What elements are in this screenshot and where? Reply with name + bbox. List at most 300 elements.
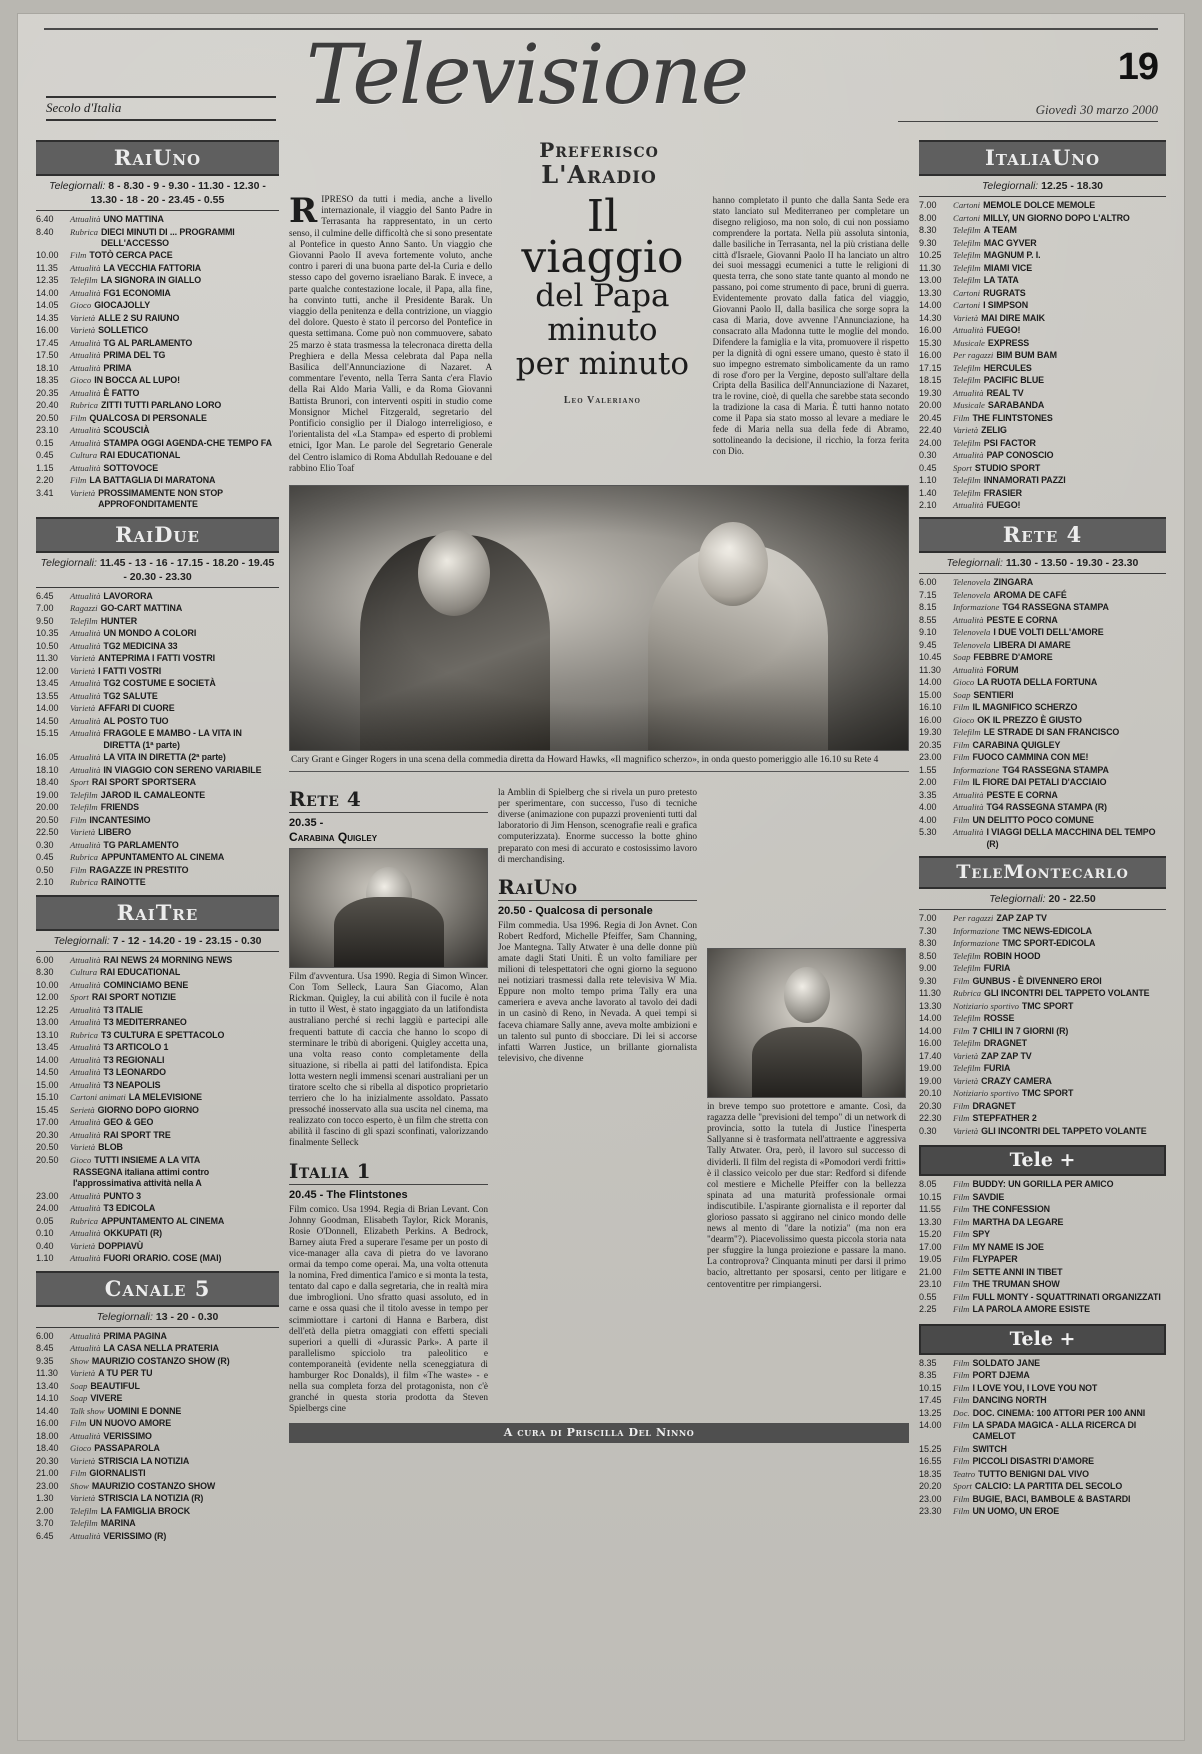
highlight-column-1: [289, 778, 488, 1415]
program-title: FRAGOLE E MAMBO - LA VITA IN DIRETTA (1ª parte): [103, 728, 242, 750]
program-time: 14.00: [36, 703, 59, 714]
program-row: [919, 1370, 1166, 1381]
program-title: LA TATA: [983, 275, 1019, 285]
program-row: [919, 1456, 1166, 1467]
program-genre: Telefilm: [70, 1505, 98, 1516]
tg-label: Telegiornali:: [53, 934, 110, 947]
program-time: 8.55: [919, 614, 937, 625]
program-title: THE TRUMAN SHOW: [972, 1279, 1060, 1290]
program-time: 11.30: [36, 1368, 58, 1379]
program-genre: Attualità: [70, 214, 101, 224]
program-row: [919, 1242, 1166, 1253]
program-row: [919, 1304, 1166, 1315]
program-time: 9.30: [919, 237, 937, 248]
program-title: LA SIGNORA IN GIALLO: [100, 275, 202, 286]
program-row: [36, 1443, 279, 1454]
program-row: [36, 852, 279, 863]
program-title: MAI DIRE MAIK: [981, 312, 1045, 323]
program-row: [36, 425, 279, 436]
program-time: 1.15: [36, 462, 54, 473]
program-genre: Film: [70, 814, 87, 825]
program-genre: Film: [953, 1506, 970, 1517]
program-title: ANTEPRIMA I FATTI VOSTRI: [98, 653, 216, 664]
program-list-teleplus-1: [919, 1176, 1166, 1315]
program-genre: Attualità: [70, 387, 101, 398]
program-genre: Attualità: [70, 1042, 101, 1053]
program-genre: Attualità: [70, 678, 101, 689]
program-list-telemontecarlo: [919, 910, 1166, 1137]
program-row: [919, 1051, 1166, 1062]
program-title: HUNTER: [100, 615, 138, 626]
highlight-body-continued: in breve tempo suo protettore e amante. Così, da ragazza delle "previsioni del tempo" di un network di provincia, sotto la tutela di Justice l'inesperta Sallyanne si è trasformata nell'attraente e aggressiva Tally Atwater. Ora, però, il lavoro sul successo di dividerli. Il film del regista di «Pomodori verdi fritti» è il classico veicolo per due star: Redford si difende col mestiere e Michelle Pfeiffer con la bellezza spinata ad una maturità professionale ormai indiscutibile. L'aspirante giornalista e il reporter dal glorioso passato si aggirano nel cinico mondo delle news al mento di "dare la notizia" (ma non era "dearm"?). Piacevolissimo questa piccola storia nata per sfuggire la lunga proiezione e passare la mano. La controprova? Cinquanta minuti per darsi il primo bacio, altrettanto per sposarsi, cento per litigare e centoventitre per rimpiangersi.: [707, 1102, 907, 1290]
program-title: PICCOLI DISASTRI D'AMORE: [972, 1456, 1094, 1467]
program-genre: Sport: [953, 462, 972, 473]
program-genre: Film: [953, 1304, 970, 1315]
program-genre: Per ragazzi: [953, 350, 994, 360]
program-genre: Telenovela: [953, 577, 991, 588]
program-time: 10.35: [36, 628, 59, 639]
program-row: [919, 263, 1166, 274]
program-time: 5.30: [919, 827, 937, 838]
program-row: [36, 1456, 279, 1467]
program-row: [36, 1167, 279, 1190]
program-time: 10.00: [36, 979, 59, 990]
program-genre: Attualità: [70, 1430, 101, 1441]
page-columns: [36, 134, 1166, 1714]
program-time: 10.00: [36, 250, 59, 261]
program-genre: Attualità: [70, 1129, 101, 1140]
program-title: GIORNO DOPO GIORNO: [97, 1104, 199, 1115]
program-time: 8.30: [919, 938, 937, 949]
program-title: PRIMA PAGINA: [103, 1330, 167, 1341]
program-row: [919, 238, 1166, 249]
program-row: [36, 628, 279, 639]
program-row: [36, 980, 279, 991]
channel-banner-canale5: Canale 5: [36, 1271, 279, 1307]
program-title: STUDIO SPORT: [974, 462, 1041, 473]
program-title: PASSAPAROLA: [94, 1443, 160, 1454]
program-title: GIOCAJOLLY: [94, 300, 151, 311]
program-row: [36, 840, 279, 851]
highlight-italia1: [289, 1159, 488, 1416]
program-title: GLI INCONTRI DEL TAPPETO VOLANTE: [984, 988, 1150, 999]
program-time: 16.00: [919, 325, 942, 335]
photo-caption: Cary Grant e Ginger Rogers in una scena della commedia diretta da Howard Hawks, «Il magnifico scherzo», in onda questo pomeriggio alle 16.10 su Rete 4: [289, 751, 909, 772]
program-time: 20.10: [919, 1088, 942, 1099]
program-row: [36, 214, 279, 225]
program-title: APPUNTAMENTO AL CINEMA: [101, 1215, 225, 1226]
program-row: [919, 1395, 1166, 1406]
program-row: [919, 438, 1166, 449]
program-title: IL FIORE DAI PETALI D'ACCIAIO: [972, 777, 1107, 788]
program-genre: Telefilm: [953, 275, 981, 285]
program-row: [919, 1267, 1166, 1278]
program-genre: Attualità: [70, 690, 101, 701]
program-time: 9.00: [919, 963, 937, 974]
program-genre: Gioco: [70, 1443, 92, 1454]
program-genre: Film: [70, 412, 87, 423]
program-title: ZITTI TUTTI PARLANO LORO: [101, 400, 222, 411]
channel-banner-rete4: Rete 4: [919, 517, 1166, 553]
program-title: RAI SPORT NOTIZIE: [91, 992, 176, 1003]
program-row: [919, 690, 1166, 701]
feature-paragraph-1: RIPRESO da tutti i media, anche a livello internazionale, il viaggio del Santo Padre in Terrasanta ha rappresentato, in un certo senso, il culmine delle difficoltà che si sono presentate al Pontefice in questo Anno Santo. Un viaggio che Giovanni Paolo II aveva fortemente voluto, anche contro i pareri di una buona parte del-la Curia e dello stesso capo del governo israeliano Barak. E invece, a parte qualche contestazione locale, il Papa, alla fine, ha convinto tutti, anche il Presidente Barak. Un viaggio della penitenza e della contrizione, un viaggio del dolore. Questo è stato il percorso del Pontefice in questa settimana. Come può non commuovere, sabato 25 marzo è stata trasmessa la telecronaca diretta della Preghiera e della Messa celebrata dal Papa nella Basilica dell'Annunciazione di Nazaret. A commentare l'evento, nella Terra Santa c'era Flavio della Rai Aldo Maria Valli, e da Roma Giovanni Battista Brunori, con interventi ospiti in studio come Monsignor Michel Fitzgerald, segretario del Pontificio consiglio per il Dialogo interreligioso, e l'orientalista del «La Stampa» ed esperto di problemi etnici, Igor Man. Le parole del Segretario Generale del Centro islamico di Roma Abdullah Redouane e del rabbino Elio Toaf: [289, 191, 493, 474]
program-genre: Film: [953, 1357, 970, 1368]
feature-title-line1: Il viaggio: [521, 191, 684, 283]
program-row: [919, 200, 1166, 211]
program-time: 11.30: [919, 988, 941, 999]
program-time: 13.10: [36, 1029, 59, 1040]
program-time: 18.10: [36, 362, 59, 373]
program-title: PROSSIMAMENTE NON STOP APPROFONDITAMENTE: [98, 487, 223, 510]
highlight-time-value: 20.50 -: [498, 904, 533, 917]
highlight-subtitle: Carabina Quigley: [289, 830, 378, 845]
program-row: [36, 1067, 279, 1078]
program-time: 19.00: [919, 1063, 942, 1074]
program-row: [919, 1076, 1166, 1087]
program-title: MARTHA DA LEGARE: [972, 1216, 1064, 1227]
highlight-column-3: [707, 778, 906, 1415]
program-time: 14.00: [919, 300, 942, 310]
program-title: RAINOTTE: [101, 877, 146, 888]
program-row: [36, 1191, 279, 1202]
program-row: [36, 1481, 279, 1492]
program-title: FRIENDS: [100, 802, 139, 813]
program-time: 1.40: [919, 487, 937, 498]
program-genre: Attualità: [70, 640, 101, 651]
program-time: 14.00: [919, 1420, 942, 1431]
program-list-raidue: [36, 588, 279, 889]
program-row: [919, 951, 1166, 962]
program-title: ZAP ZAP TV: [996, 913, 1047, 924]
program-title: QUALCOSA DI PERSONALE: [89, 412, 207, 423]
program-title: TG AL PARLAMENTO: [103, 337, 193, 348]
program-time: 20.00: [36, 802, 59, 813]
program-genre: Telenovela: [953, 639, 991, 650]
program-row: [36, 790, 279, 801]
program-row: [36, 1130, 279, 1141]
program-genre: Informazione: [953, 764, 1000, 775]
program-genre: Attualità: [70, 1067, 101, 1078]
program-row: [919, 363, 1166, 374]
program-row: [919, 752, 1166, 763]
program-row: [36, 1381, 279, 1392]
program-title: HERCULES: [983, 362, 1032, 373]
program-row: [36, 1518, 279, 1529]
program-genre: Varietà: [953, 312, 979, 323]
program-row: [36, 752, 279, 763]
program-row: [919, 350, 1166, 361]
program-title: ROSSE: [983, 1013, 1015, 1024]
program-row: [36, 1343, 279, 1354]
program-genre: Notiziario sportivo: [953, 1088, 1019, 1099]
program-row: [919, 288, 1166, 299]
program-genre: Informazione: [953, 938, 1000, 949]
program-genre: Attualità: [953, 827, 984, 838]
program-row: [36, 363, 279, 374]
program-genre: Varietà: [70, 1493, 96, 1504]
program-genre: Attualità: [953, 664, 984, 675]
program-time: 1.55: [919, 764, 937, 775]
program-title: AFFARI DI CUORE: [98, 703, 175, 714]
program-time: 6.00: [36, 1330, 54, 1341]
program-genre: Informazione: [953, 602, 1000, 613]
program-row: [36, 678, 279, 689]
program-time: 15.00: [36, 1079, 59, 1090]
program-title: EXPRESS: [987, 337, 1030, 348]
program-title: SETTE ANNI IN TIBET: [972, 1266, 1063, 1277]
program-time: 13.40: [36, 1380, 59, 1391]
highlight-subtitle: The Flintstones: [326, 1188, 408, 1201]
program-title: ALLE 2 SU RAIUNO: [98, 312, 180, 323]
program-genre: Attualità: [70, 462, 101, 473]
program-row: [919, 777, 1166, 788]
program-title: UNO MATTINA: [103, 214, 164, 224]
program-genre: Varietà: [70, 1142, 96, 1153]
program-title: MAGNUM P. I.: [983, 250, 1041, 260]
program-row: [919, 913, 1166, 924]
tg-label: Telegiornali:: [96, 1310, 153, 1323]
program-time: 3.35: [919, 789, 937, 800]
program-row: [36, 338, 279, 349]
program-time: 0.10: [36, 1228, 54, 1239]
program-time: 22.40: [919, 425, 942, 435]
program-time: 23.00: [36, 1480, 59, 1491]
program-title: LA FAMIGLIA BROCK: [100, 1505, 191, 1516]
page-number: 19: [1117, 46, 1158, 88]
program-title: T3 MEDITERRANEO: [103, 1017, 187, 1028]
program-title: FURIA: [983, 1063, 1011, 1074]
program-time: 19.30: [919, 727, 942, 738]
program-genre: Telefilm: [953, 727, 981, 738]
program-row: [36, 413, 279, 424]
program-genre: Rubrica: [70, 1215, 98, 1226]
program-title: CALCIO: LA PARTITA DEL SECOLO: [974, 1481, 1123, 1492]
program-title: LAVORORA: [103, 590, 153, 601]
channel-banner-teleplus-1: Tele +: [919, 1145, 1166, 1176]
program-title: AL POSTO TUO: [103, 715, 169, 726]
tg-label: Telegiornali:: [946, 557, 1003, 570]
program-row: [919, 790, 1166, 801]
program-time: 24.00: [919, 437, 942, 448]
highlight-raiuno: [498, 875, 697, 1065]
program-title: T3 EDICOLA: [103, 1203, 156, 1214]
program-genre: Film: [953, 1229, 970, 1240]
channel-banner-teleplus-2: Tele +: [919, 1324, 1166, 1355]
program-title: I VIAGGI DELLA MACCHINA DEL TEMPO (R): [986, 827, 1156, 849]
program-time: 21.00: [919, 1266, 942, 1277]
program-title: FUORI ORARIO. COSE (MAI): [103, 1253, 222, 1264]
program-row: [36, 1092, 279, 1103]
program-title: VERISSIMO (R): [103, 1530, 167, 1541]
program-time: 15.45: [36, 1104, 59, 1115]
program-time: 2.20: [36, 475, 54, 486]
program-title: LIBERA DI AMARE: [993, 639, 1071, 650]
program-time: 23.10: [36, 425, 59, 436]
program-time: 1.10: [919, 475, 937, 485]
program-title: MY NAME IS JOE: [972, 1241, 1044, 1252]
program-row: [919, 300, 1166, 311]
program-time: 13.30: [919, 1216, 942, 1227]
program-genre: Attualità: [70, 839, 101, 850]
program-title: FRASIER: [983, 487, 1022, 498]
program-time: 14.35: [36, 312, 59, 323]
program-title: APPUNTAMENTO AL CINEMA: [101, 852, 225, 863]
program-row: [36, 1155, 279, 1166]
program-title: PRIMA: [103, 362, 132, 373]
program-time: 16.55: [919, 1456, 942, 1467]
program-time: 7.00: [919, 200, 937, 210]
issue-date: Giovedì 30 marzo 2000: [898, 102, 1158, 122]
program-row: [919, 652, 1166, 663]
program-genre: Gioco: [70, 375, 92, 386]
program-time: 7.30: [919, 925, 937, 936]
program-genre: Varietà: [70, 1455, 96, 1466]
program-genre: Film: [70, 475, 87, 486]
program-time: 13.30: [919, 287, 942, 298]
program-title: BUDDY: UN GORILLA PER AMICO: [972, 1179, 1114, 1190]
program-time: 3.70: [36, 1518, 54, 1529]
tg-times: 11.30 - 13.50 - 19.30 - 23.30: [1005, 557, 1139, 570]
program-time: 0.40: [36, 1240, 54, 1251]
program-time: 15.30: [919, 337, 942, 348]
program-time: 13.00: [919, 275, 942, 285]
program-time: 11.30: [36, 653, 58, 664]
program-genre: Ragazzi: [70, 603, 98, 614]
program-row: [36, 1356, 279, 1367]
highlight-body: Film d'avventura. Usa 1990. Regia di Simon Wincer. Con Tom Selleck, Laura San Giacomo, Alan Rickman. Quigley, la cui abilità con il fucile è nota in tutto il West, è stato ingaggiato da un latifondista australiano perché si rechi laggiù e partecipi alle frequenti battute di caccia che hanno lo scopo di sterminare le tribù di aborigeni. Quigley accetta una, una volta reaso conto completamente della situazione, si ribella ai patti del latifondista. Epica lotta western negli immensi scenari australiani per un tiratore scelto che si ribella al dispotico proprietario terriero che lo ha inizialmente assoldato. Passato pressoché inosservato alla sua uscita nel cinema, ma realizzato con tocco esperto, è un film che stretta con abilità il fascino di gli spazi sconfinati, valorizzando finalmente Selleck: [289, 972, 489, 1149]
program-genre: Varietà: [70, 703, 96, 714]
program-time: 18.40: [36, 777, 59, 788]
program-list-italiauno: [919, 197, 1166, 511]
program-row: [36, 488, 279, 511]
program-genre: Informazione: [953, 925, 1000, 936]
program-genre: Film: [953, 1420, 970, 1431]
program-time: 7.15: [919, 589, 937, 600]
program-title: LA PAROLA AMORE ESISTE: [972, 1304, 1090, 1315]
program-time: 14.00: [919, 1013, 942, 1024]
program-title: CARABINA QUIGLEY: [972, 739, 1061, 750]
photo-head: [784, 967, 830, 1023]
program-title: LA CASA NELLA PRATERIA: [103, 1343, 219, 1354]
program-genre: Doc.: [953, 1407, 970, 1418]
program-time: 18.00: [36, 1430, 59, 1441]
program-title: TG4 RASSEGNA STAMPA: [1002, 602, 1109, 613]
program-title: T3 ITALIE: [103, 1004, 143, 1015]
program-genre: Attualità: [70, 1054, 101, 1065]
feature-byline: Leo Valeriano: [563, 395, 641, 406]
highlight-time-value: 20.45 -: [289, 1188, 324, 1201]
program-row: [919, 1444, 1166, 1455]
program-row: [36, 1506, 279, 1517]
program-title: LA VITA IN DIRETTA (2ª parte): [103, 752, 226, 763]
program-time: 8.35: [919, 1357, 937, 1368]
program-row: [36, 463, 279, 474]
program-title: ROBIN HOOD: [983, 950, 1041, 961]
program-time: 16.10: [919, 702, 942, 713]
program-row: [36, 350, 279, 361]
program-time: 10.50: [36, 640, 59, 651]
program-time: 12.35: [36, 275, 59, 286]
program-title: MARINA: [100, 1518, 136, 1529]
program-row: [919, 1420, 1166, 1443]
masthead: [36, 24, 1166, 134]
program-time: 1.30: [36, 1493, 54, 1504]
program-time: 14.05: [36, 300, 59, 311]
program-genre: Telefilm: [953, 963, 981, 974]
program-title: DRAGNET: [983, 1038, 1027, 1049]
program-row: [36, 1418, 279, 1429]
program-row: [919, 1001, 1166, 1012]
program-genre: Telefilm: [953, 437, 981, 448]
program-time: 14.40: [36, 1405, 59, 1416]
program-genre: Attualità: [70, 437, 101, 448]
program-genre: Telefilm: [953, 475, 981, 485]
program-genre: Attualità: [70, 628, 101, 639]
program-row: [36, 1241, 279, 1252]
program-genre: Telefilm: [953, 1013, 981, 1024]
program-time: 0.30: [919, 1125, 937, 1136]
tg-times: 13 - 20 - 0.30: [155, 1310, 219, 1323]
program-genre: Soap: [70, 1380, 88, 1391]
program-genre: Soap: [70, 1393, 88, 1404]
program-title: FUOCO CAMMINA CON ME!: [972, 752, 1089, 763]
program-time: 9.45: [919, 639, 937, 650]
program-row: [36, 438, 279, 449]
program-title: PRIMA DEL TG: [103, 350, 166, 361]
channel-banner-raiuno: RaiUno: [36, 140, 279, 176]
program-row: [36, 967, 279, 978]
program-time: 8.35: [919, 1370, 937, 1381]
program-time: 23.00: [919, 752, 942, 763]
feature-top: [289, 191, 910, 475]
program-row: [919, 988, 1166, 999]
program-genre: Attualità: [70, 954, 101, 965]
program-row: [36, 716, 279, 727]
program-genre: Varietà: [70, 665, 96, 676]
program-title: SWITCH: [972, 1443, 1007, 1454]
program-time: 13.45: [36, 678, 59, 689]
program-row: [36, 1393, 279, 1404]
program-time: 20.45: [919, 412, 942, 423]
telegiornali-raidue: [36, 553, 279, 588]
program-time: 18.15: [919, 375, 942, 385]
program-genre: Film: [953, 1443, 970, 1454]
tg-label: Telegiornali:: [989, 893, 1046, 906]
program-row: [36, 1042, 279, 1053]
program-genre: Sport: [70, 992, 89, 1003]
program-time: 11.30: [919, 664, 941, 675]
program-genre: Telefilm: [70, 789, 98, 800]
tg-label: Telegiornali:: [49, 180, 106, 192]
highlight-time: 20.35 -: [289, 817, 324, 830]
program-genre: Attualità: [70, 1203, 101, 1214]
program-genre: Varietà: [70, 653, 96, 664]
program-time: 0.30: [36, 839, 54, 850]
program-title: CRAZY CAMERA: [981, 1075, 1052, 1086]
program-genre: Attualità: [70, 1253, 101, 1264]
program-genre: Telefilm: [70, 1518, 98, 1529]
program-genre: Varietà: [70, 325, 96, 336]
program-genre: Attualità: [953, 387, 984, 398]
program-genre: Attualità: [953, 614, 984, 625]
program-row: [919, 1229, 1166, 1240]
program-time: 8.30: [36, 967, 54, 978]
program-time: 2.25: [919, 1304, 937, 1315]
program-genre: Attualità: [70, 262, 101, 273]
program-title: DIECI MINUTI DI ... PROGRAMMI DELL'ACCESSO: [101, 226, 235, 248]
program-title: IL MAGNIFICO SCHERZO: [972, 702, 1078, 713]
